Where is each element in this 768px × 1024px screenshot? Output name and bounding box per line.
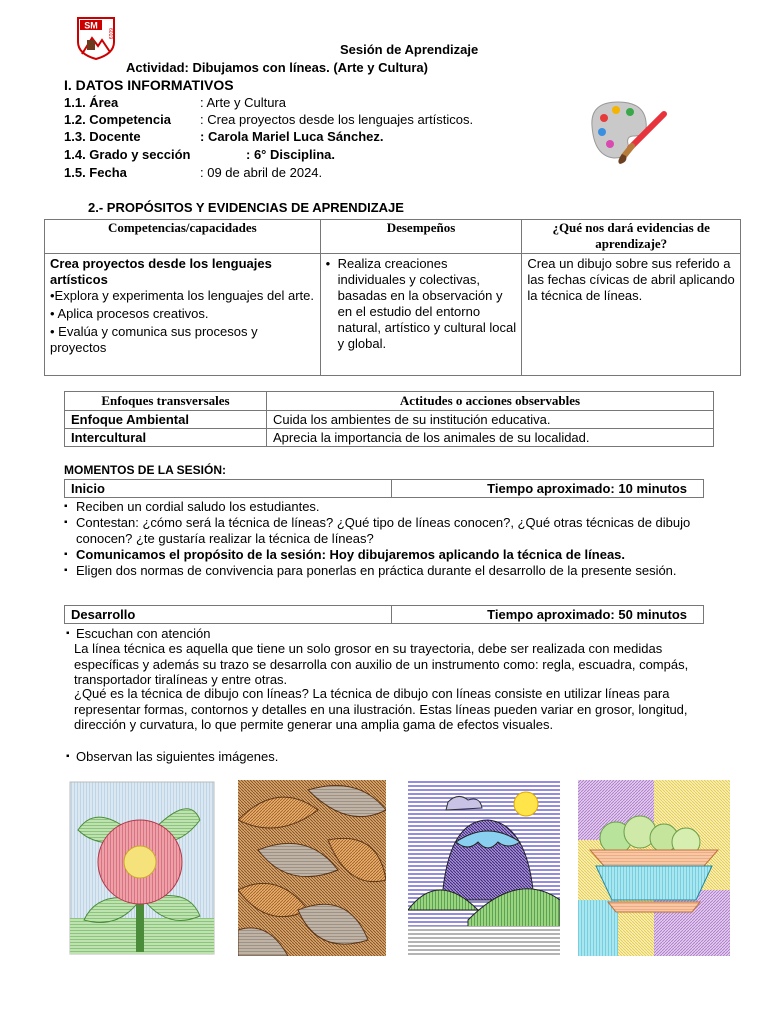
info-row-fecha — [64, 164, 322, 181]
table-header-cell: Enfoques transversales — [65, 392, 267, 411]
info-label: 1.4. Grado y sección — [64, 147, 191, 162]
table-header-row — [65, 392, 714, 411]
table-row — [65, 411, 714, 429]
school-logo — [76, 16, 116, 60]
list-item-text: Eligen dos normas de convivencia para ponerlas en práctica durante el desarrollo de la presente sesión. — [76, 563, 677, 578]
section-propositos-heading: 2.- PROPÓSITOS Y EVIDENCIAS DE APRENDIZAJE — [88, 200, 404, 215]
info-row-competencia — [64, 111, 473, 128]
leaves-line-drawing — [238, 780, 386, 956]
info-label: 1.1. Área — [64, 95, 119, 110]
bullet-dot: • — [325, 256, 331, 271]
phase-desarrollo-bar — [64, 605, 704, 624]
activity-title: Actividad: Dibujamos con líneas. (Arte y Cultura) — [126, 60, 428, 75]
table-row — [45, 254, 741, 376]
info-value: : Crea proyectos desde los lenguajes artísticos. — [200, 112, 474, 127]
enfoque-cell: Enfoque Ambiental — [65, 411, 267, 429]
list-item — [64, 515, 714, 546]
actitud-cell: Aprecia la importancia de los animales de su localidad. — [267, 429, 714, 447]
list-item — [64, 563, 714, 579]
bullet-square-icon: ▪ — [64, 517, 68, 528]
flower-line-drawing — [68, 780, 216, 956]
capacidad-item: • Aplica procesos creativos. — [50, 306, 209, 321]
list-item-text: Escuchan con atención — [76, 626, 211, 641]
phase-time: Tiempo aproximado: 10 minutos — [487, 481, 687, 496]
landscape-line-drawing — [408, 780, 560, 956]
logo-letters: SM — [84, 20, 98, 31]
table-header-cell: ¿Qué nos dará evidencias de aprendizaje? — [522, 220, 741, 254]
info-row-area — [64, 94, 286, 111]
table-header-cell: Actitudes o acciones observables — [267, 392, 714, 411]
phase-name: Inicio — [71, 481, 105, 496]
enfoques-table — [64, 391, 714, 447]
competencia-title: Crea proyectos desde los lenguajes artísticos — [50, 256, 272, 287]
capacidad-item: •Explora y experimenta los lenguajes del arte. — [50, 288, 314, 303]
list-item-text: Contestan: ¿cómo será la técnica de líneas? ¿Qué tipo de líneas conocen?, ¿Qué otras técnicas de dibujo conocen? ¿te gustaría realizar la técnica de líneas? — [76, 515, 691, 546]
phase-divider — [391, 480, 392, 497]
bullet-square-icon: ▪ — [66, 628, 70, 639]
info-row-docente — [64, 128, 384, 145]
info-row-grado — [64, 146, 335, 163]
list-item-text: Comunicamos el propósito de la sesión: Hoy dibujaremos aplicando la técnica de líneas. — [76, 547, 626, 562]
paragraph-linea-tecnica: La línea técnica es aquella que tiene un solo grosor en su trayectoria, debe ser realizada con medidas específicas y además su trazo se desarrolla con auxilio de un instrumento como: regla, escuadra, compás, transportador tiralíneas y entre otras. — [74, 641, 689, 687]
enfoque-cell: Intercultural — [65, 429, 267, 447]
info-value: : Arte y Cultura — [200, 95, 286, 110]
table-header-cell: Desempeños — [320, 220, 522, 254]
list-item-text: Reciben un cordial saludo los estudiantes. — [76, 499, 320, 514]
table-header-cell: Competencias/capacidades — [45, 220, 321, 254]
propositos-table — [44, 219, 741, 376]
capacidad-item: • Evalúa y comunica sus procesos y proyectos — [50, 324, 258, 355]
phase-time: Tiempo aproximado: 50 minutos — [487, 607, 687, 622]
info-label: 1.3. Docente — [64, 129, 141, 144]
phase-divider — [391, 606, 392, 623]
info-label: 1.2. Competencia — [64, 112, 171, 127]
table-header-row — [45, 220, 741, 254]
bullet-square-icon: ▪ — [64, 501, 68, 512]
list-item — [64, 499, 714, 515]
info-label: 1.5. Fecha — [64, 165, 127, 180]
bullet-square-icon: ▪ — [64, 549, 68, 560]
actitud-cell: Cuida los ambientes de su institución educativa. — [267, 411, 714, 429]
bullet-square-icon: ▪ — [64, 565, 68, 576]
bullet-square-icon: ▪ — [66, 751, 70, 762]
phase-inicio-bar — [64, 479, 704, 498]
logo-side-text: 6019 — [107, 28, 113, 40]
info-value: : 09 de abril de 2024. — [200, 165, 323, 180]
section-datos-heading: I. DATOS INFORMATIVOS — [64, 77, 234, 93]
document-title: Sesión de Aprendizaje — [340, 42, 479, 57]
info-value: : 6° Disciplina. — [246, 147, 336, 162]
list-item — [64, 547, 714, 563]
info-value: : Carola Mariel Luca Sánchez. — [200, 129, 384, 144]
list-item — [64, 626, 714, 642]
fruit-bowl-line-drawing — [578, 780, 730, 956]
momentos-heading: MOMENTOS DE LA SESIÓN: — [64, 463, 227, 477]
desempeno-text: Realiza creaciones individuales y colectivas, basadas en la observación y en el estudio del entorno natural, artístico y cultural local y global. — [337, 256, 517, 351]
phase-name: Desarrollo — [71, 607, 136, 622]
desempenos-cell — [320, 254, 522, 376]
competencias-cell — [45, 254, 321, 376]
paint-palette-icon — [584, 96, 670, 166]
paragraph-tecnica-dibujo: ¿Qué es la técnica de dibujo con líneas? La técnica de dibujo con líneas consiste en utilizar líneas para representar formas, contornos y detalles en una ilustración. Estas líneas pueden variar en grosor, longitud, dirección y curvatura, lo que permite generar una amplia gama de efectos visuales. — [74, 686, 688, 732]
evidencias-cell: Crea un dibujo sobre sus referido a las fechas cívicas de abril aplicando la técnica de líneas. — [522, 254, 741, 376]
table-row — [65, 429, 714, 447]
list-item-text: Observan las siguientes imágenes. — [76, 749, 279, 764]
list-item — [64, 749, 714, 765]
